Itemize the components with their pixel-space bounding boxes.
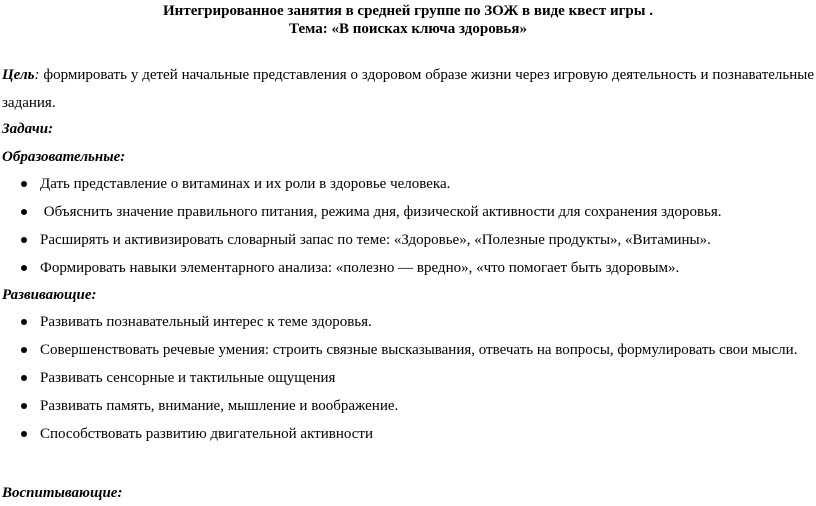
bullet-icon xyxy=(21,237,27,243)
list-item-text: Способствовать развитию двигательной активности xyxy=(40,426,373,442)
bullet-icon xyxy=(21,181,27,187)
goal-colon: : xyxy=(34,67,40,83)
list-item-text: Развивать память, внимание, мышление и воображение. xyxy=(40,398,399,414)
bullet-icon xyxy=(21,319,27,325)
list-item xyxy=(0,364,816,392)
bullet-icon xyxy=(21,431,27,437)
list-item xyxy=(0,170,816,198)
list-item xyxy=(0,226,816,254)
list-item xyxy=(0,198,816,226)
tasks-heading: Задачи: xyxy=(2,121,54,137)
list-item-text: Развивать познавательный интерес к теме здоровья. xyxy=(40,314,372,330)
list-item-text: Развивать сенсорные и тактильные ощущения xyxy=(40,370,336,386)
bullet-icon xyxy=(21,347,27,353)
upbringing-heading: Воспитывающие: xyxy=(2,485,123,501)
list-item xyxy=(0,254,816,282)
goal-text: формировать у детей начальные представления о здоровом образе жизни через игровую деятельность и познавательные задания. xyxy=(2,67,814,111)
bullet-icon xyxy=(21,209,27,215)
list-item-text: Совершенствовать речевые умения: строить связные высказывания, отвечать на вопросы, формулировать свои мысли. xyxy=(40,342,798,358)
list-item xyxy=(0,308,816,336)
bullet-icon xyxy=(21,403,27,409)
document-topic: Тема: «В поисках ключа здоровья» xyxy=(289,21,527,37)
bullet-icon xyxy=(21,375,27,381)
educational-list xyxy=(0,170,816,282)
document-title: Интегрированное занятия в средней группе по ЗОЖ в виде квест игры . xyxy=(163,3,653,19)
bullet-icon xyxy=(21,265,27,271)
developing-list xyxy=(0,308,816,448)
list-item-text: Объяснить значение правильного питания, режима дня, физической активности для сохранения здоровья. xyxy=(40,204,722,220)
list-item xyxy=(0,420,816,448)
educational-heading: Образовательные: xyxy=(2,149,126,165)
list-item-text: Дать представление о витаминах и их роли в здоровье человека. xyxy=(40,176,451,192)
goal-label: Цель xyxy=(2,67,35,83)
list-item-text: Формировать навыки элементарного анализа: «полезно — вредно», «что помогает быть здоровым». xyxy=(40,260,680,276)
list-item-text: Расширять и активизировать словарный запас по теме: «Здоровье», «Полезные продукты», «Витамины». xyxy=(40,232,711,248)
developing-heading: Развивающие: xyxy=(2,287,97,303)
goal-paragraph xyxy=(2,61,814,117)
list-item xyxy=(0,392,816,420)
list-item xyxy=(0,336,816,364)
